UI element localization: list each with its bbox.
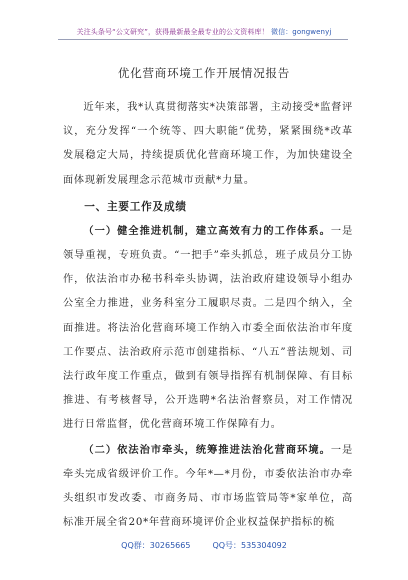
paragraph-mechanism — [63, 219, 353, 438]
footer-qq-group: QQ群：30265665 — [121, 541, 191, 550]
footer-contact — [0, 540, 408, 551]
paragraph-text: 一是牵头完成省级评价工作。今年*—*月份，市委依法治市办牵头组织市发改委、市商务局、市市场监管局等*家单位，高标准开展全省20*年营商环境评价企业权益保护指标的梳 — [63, 444, 354, 529]
section-heading: 一、主要工作及成绩 — [84, 200, 187, 213]
footer-qq-number: QQ号：535304092 — [212, 541, 287, 550]
header-banner — [0, 27, 408, 37]
paragraph-lead: （一）健全推进机制，建立高效有力的工作体系。 — [83, 224, 331, 237]
paragraph-rule-of-law — [63, 438, 353, 536]
header-banner-text: 关注头条号“公文研究”，获得最新最全最专业的公文资料库！ — [76, 28, 269, 36]
intro-paragraph: 近年来，我*认真贯彻落实*决策部署，主动接受*监督评议，充分发挥“一个统等、四大职能”优势，紧紧围绕*改革发展稳定大局，持续提质优化营商环境工作，为加快建设全面体现新发展理念示范城市贡献*力量。 — [63, 102, 353, 186]
header-divider — [58, 39, 348, 40]
header-wechat-id: 微信：gongwenyj — [271, 28, 332, 36]
document-title: 优化营商环境工作开展情况报告 — [117, 66, 291, 80]
paragraph-text: 一是领导重视，专班负责。“一把手”牵头抓总，班子成员分工协作，依法治市办秘书科牵头协调，法治政府建设领导小组办公室全力推进，业务科室分工履职尽责。二是四个纳入，全面推进。将法治化营商环境工作纳入市委全面依法治市年度工作要点、法治政府示范市创建指标、“八五”普法规划、司法行政年度工作重点，做到有领导指挥有机制保障、有目标推进、有考核督导，公开选聘*名法治督察员，对工作情况进行日常监督，优化营商环境工作保障有力。 — [63, 225, 354, 431]
document-body — [63, 96, 353, 535]
paragraph-lead: （二）依法治市牵头，统筹推进法治化营商环境。 — [83, 443, 331, 456]
